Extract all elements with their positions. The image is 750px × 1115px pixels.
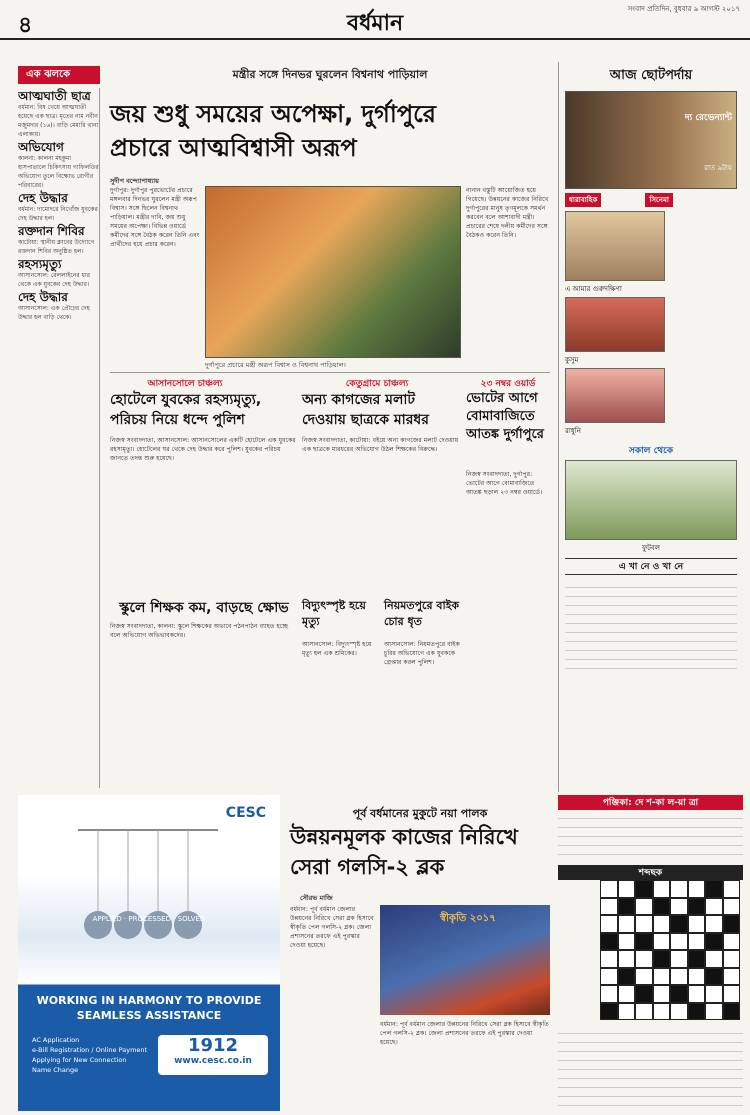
ad-headline: WORKING IN HARMONY TO PROVIDE SEAMLESS ASSISTANCE — [36, 994, 262, 1022]
movie-photo — [565, 91, 737, 189]
masthead: বর্ধমান — [346, 11, 404, 36]
crossword-grid[interactable] — [600, 880, 740, 1020]
news-strip-body — [565, 579, 737, 669]
ad-bullet: Name Change — [32, 1066, 79, 1074]
brief-title: অভিযোগ — [18, 140, 64, 154]
story-body: নিজস্ব সংবাদদাতা, কাটোয়া: বইয়ে অন্য কাগজের মলাট দেওয়ায় এক ছাত্রকে মারধরের অভিযোগ উঠল শিক্ষকের বিরুদ্ধে। — [302, 437, 459, 453]
brief-text: আসানসোল: এক প্রৌঢ়ের দেহ উদ্ধার হল বাড়ি থেকে। — [18, 305, 90, 321]
serial-name-1: এ আমার গুরুদক্ষিণা — [565, 285, 622, 293]
ad-tagline-small: APPLIED · PROCESSED · SOLVED — [92, 915, 206, 923]
brief-title: দেহ উদ্ধার — [18, 191, 68, 205]
story-body: নিজস্ব সংবাদদাতা, দুর্গাপুর: ভোটের আগে বোমাবাজিতে আতঙ্ক ছড়াল ২৩ নম্বর ওয়ার্ডে। — [466, 471, 543, 496]
page-header — [0, 0, 750, 40]
story-headline: বিদ্যুৎস্পৃষ্ট হয়ে মৃত্যু — [302, 599, 366, 628]
sports-label: ফুটবল — [641, 544, 661, 552]
story-body: আসানসোল: নিয়মতপুরে বাইক চুরির অভিযোগে এক যুবককে গ্রেপ্তার করল পুলিশ। — [384, 641, 460, 666]
lead-body: দুর্গাপুর: দুর্গাপুর পুরভোটের প্রচারে মঙ্গলবার দিনভর ঘুরলেন মন্ত্রী অরূপ বিশ্বাস। সঙ্গে ছিলেন বিশ্বনাথ পাড়িয়াল। মন্ত্রীর দাবি, জয় শুধু সময়ের অপেক্ষা। বিভিন্ন ওয়ার্ডে কর্মীদের সঙ্গে বৈঠক করেন তিনি এবং প্রার্থীদের হয়ে প্রচার করেন। — [110, 187, 200, 248]
story-tag: আসানসোলে চাঞ্চল্য — [147, 379, 223, 389]
brief-text: আসানসোল: রেললাইনের ধার থেকে এক যুবকের দেহ উদ্ধার। — [18, 272, 90, 288]
bottom-photo — [380, 905, 550, 1015]
story-headline: স্কুলে শিক্ষক কম, বাড়ছে ক্ষোভ — [119, 600, 289, 616]
page-number: ৪ — [18, 13, 33, 38]
header-info: সংবাদ প্রতিদিন, বুধবার ৯ আগস্ট ২০১৭ — [627, 5, 740, 13]
story-body: নিজস্ব সংবাদদাতা, কালনা: স্কুলে শিক্ষকের অভাবে পঠনপাঠন ব্যাহত হচ্ছে বলে অভিযোগ অভিভাবকদের। — [110, 623, 289, 639]
crossword-clues — [558, 1025, 743, 1110]
panjika-title: পঞ্জিকা: দে শ-কা ল-য়া ত্রা — [558, 795, 743, 810]
sports-tag: সকাল থেকে — [628, 446, 674, 456]
ad-bullet: AC Application — [32, 1036, 80, 1044]
ad-bullet: Applying for New Connection — [32, 1056, 127, 1064]
serial-tag: ধারাবাহিক — [565, 193, 601, 207]
brief-title: দেহ উদ্ধার — [18, 290, 68, 304]
movie-title: দ্য রেভেন্যান্ট — [684, 113, 732, 123]
lead-kicker: মন্ত্রীর সঙ্গে দিনভর ঘুরলেন বিশ্বনাথ পাড়িয়াল — [232, 68, 428, 81]
story-headline: অন্য কাগজের মলাট দেওয়ায় ছাত্রকে মারধর — [302, 392, 429, 428]
story-tag: কেতুগ্রামে চাঞ্চল্য — [345, 379, 409, 389]
bottom-body: বর্ধমান: পূর্ব বর্ধমান জেলার উন্নয়নের নিরিখে সেরা ব্লক হিসাবে স্বীকৃতি পেল গলসি-২ ব্লক। জেলা প্রশাসনের তরফে এই পুরস্কার দেওয়া হয়েছে। — [290, 906, 374, 949]
brief-title: রহস্যমৃত্যু — [18, 257, 62, 271]
story-body: নিজস্ব সংবাদদাতা, আসানসোল: আসানসোলের একটি হোটেলে এক যুবকের রহস্যমৃত্যু। হোটেলের ঘর থেকে দেহ উদ্ধার করে পুলিশ। যুবকের পরিচয় জানতে তদন্ত শুরু হয়েছে। — [110, 437, 296, 462]
lead-headline-1: জয় শুধু সময়ের অপেক্ষা, দুর্গাপুরে — [110, 100, 436, 128]
serial-photo-3 — [565, 368, 665, 423]
brief-text: কালনা: কালনা মহকুমা হাসপাতালে চিকিৎসায় গাফিলতির অভিযোগ তুলে বিক্ষোভ রোগীর পরিবারের। — [18, 155, 99, 189]
lead-photo-caption: দুর্গাপুরে প্রচারে মন্ত্রী অরূপ বিশ্বাস ও বিশ্বনাথ পাড়িয়াল। — [205, 361, 346, 369]
brief-column — [18, 88, 100, 788]
cesc-advertisement[interactable] — [18, 795, 280, 1111]
ad-brand: CESC — [225, 805, 266, 821]
ad-phone[interactable]: 1912 — [187, 1035, 239, 1056]
bottom-headline-1: উন্নয়নমূলক কাজের নিরিখে — [290, 825, 518, 849]
ad-website[interactable]: www.cesc.co.in — [174, 1056, 252, 1066]
photo-banner: স্বীকৃতি ২০১৭ — [440, 913, 496, 924]
crossword-title: শব্দছক — [558, 865, 743, 880]
ad-bullets — [32, 1035, 152, 1075]
story-headline: ভোটের আগে বোমাবাজিতে আতঙ্ক দুর্গাপুরে — [466, 391, 544, 442]
sports-photo — [565, 460, 737, 540]
movie-time: রাত ৯টায় — [704, 164, 732, 172]
bottom-body-2: বর্ধমান: পূর্ব বর্ধমান জেলার উন্নয়নের নিরিখে সেরা ব্লক হিসাবে স্বীকৃতি পেল গলসি-২ ব্লক। জেলা প্রশাসনের তরফে এই পুরস্কার দেওয়া হয়েছে। — [380, 1021, 549, 1046]
story-body: আসানসোল: বিদ্যুৎস্পৃষ্ট হয়ে মৃত্যু হল এক শ্রমিকের। — [302, 641, 372, 657]
tv-guide-title: আজ ছোটপর্দায় — [609, 68, 693, 83]
news-strip-title: এ খা নে ও খা নে — [565, 558, 737, 575]
bottom-kicker: পূর্ব বর্ধমানের মুকুটে নয়া পালক — [352, 807, 488, 820]
serial-photo-2 — [565, 297, 665, 352]
newton-cradle-icon — [58, 825, 238, 945]
brief-title: রক্তদান শিবির — [18, 224, 85, 238]
ad-bullet: e-Bill Registration / Online Payment — [32, 1046, 148, 1054]
story-tag: ২৩ নম্বর ওয়ার্ড — [480, 379, 536, 389]
brief-text: বর্ধমান: বিষ খেয়ে আত্মঘাতী হয়েছে এক ছাত্র। মৃতের নাম নবীন মজুমদার (১৬)। বাড়ি মেমারি থানা এলাকায়। — [18, 104, 99, 138]
brief-title: আত্মঘাতী ছাত্র — [18, 89, 91, 103]
story-headline: হোটেলে যুবকের রহস্যমৃত্যু, পরিচয় নিয়ে ধন্দে পুলিশ — [110, 392, 262, 428]
bottom-byline: সৌরভ মাজি — [300, 894, 333, 902]
serial-photo-1 — [565, 211, 665, 281]
panjika-body — [558, 810, 743, 860]
lead-headline-2: প্রচারে আত্মবিশ্বাসী অরূপ — [110, 134, 357, 162]
tv-guide-column — [558, 62, 743, 792]
brief-text: বর্ধমান: দামোদরে নিখোঁজ যুবকের দেহ উদ্ধার হল। — [18, 206, 98, 222]
bottom-headline-2: সেরা গলসি-২ ব্লক — [290, 855, 445, 879]
lead-photo — [205, 186, 461, 358]
lead-byline: সুদীপ বন্দ্যোপাধ্যায় — [110, 177, 159, 185]
story-headline: নিয়মতপুরে বাইক চোর ধৃত — [384, 599, 460, 628]
serial-name-3: রাধুনি — [565, 427, 581, 435]
lead-body-right: নানান বস্তুটি আয়োজিত হয়ে গিয়েছে। উন্নয়নের কাজের নিরিখে দুর্গাপুরের মানুষ তৃণমূলকে সমর্থন করবেন বলে আশাবাদী মন্ত্রী। প্রচারের শেষে দলীয় কর্মীদের সঙ্গে বৈঠকও করেন তিনি। — [466, 187, 549, 239]
section-tag: এক ঝলকে — [18, 66, 100, 84]
divider — [110, 372, 550, 373]
cinema-tag: সিনেমা — [645, 193, 673, 207]
brief-text: কাটোয়া: স্থানীয় ক্লাবের উদ্যোগে রক্তদান শিবির অনুষ্ঠিত হল। — [18, 239, 95, 255]
serial-name-2: কুসুম — [565, 356, 579, 364]
